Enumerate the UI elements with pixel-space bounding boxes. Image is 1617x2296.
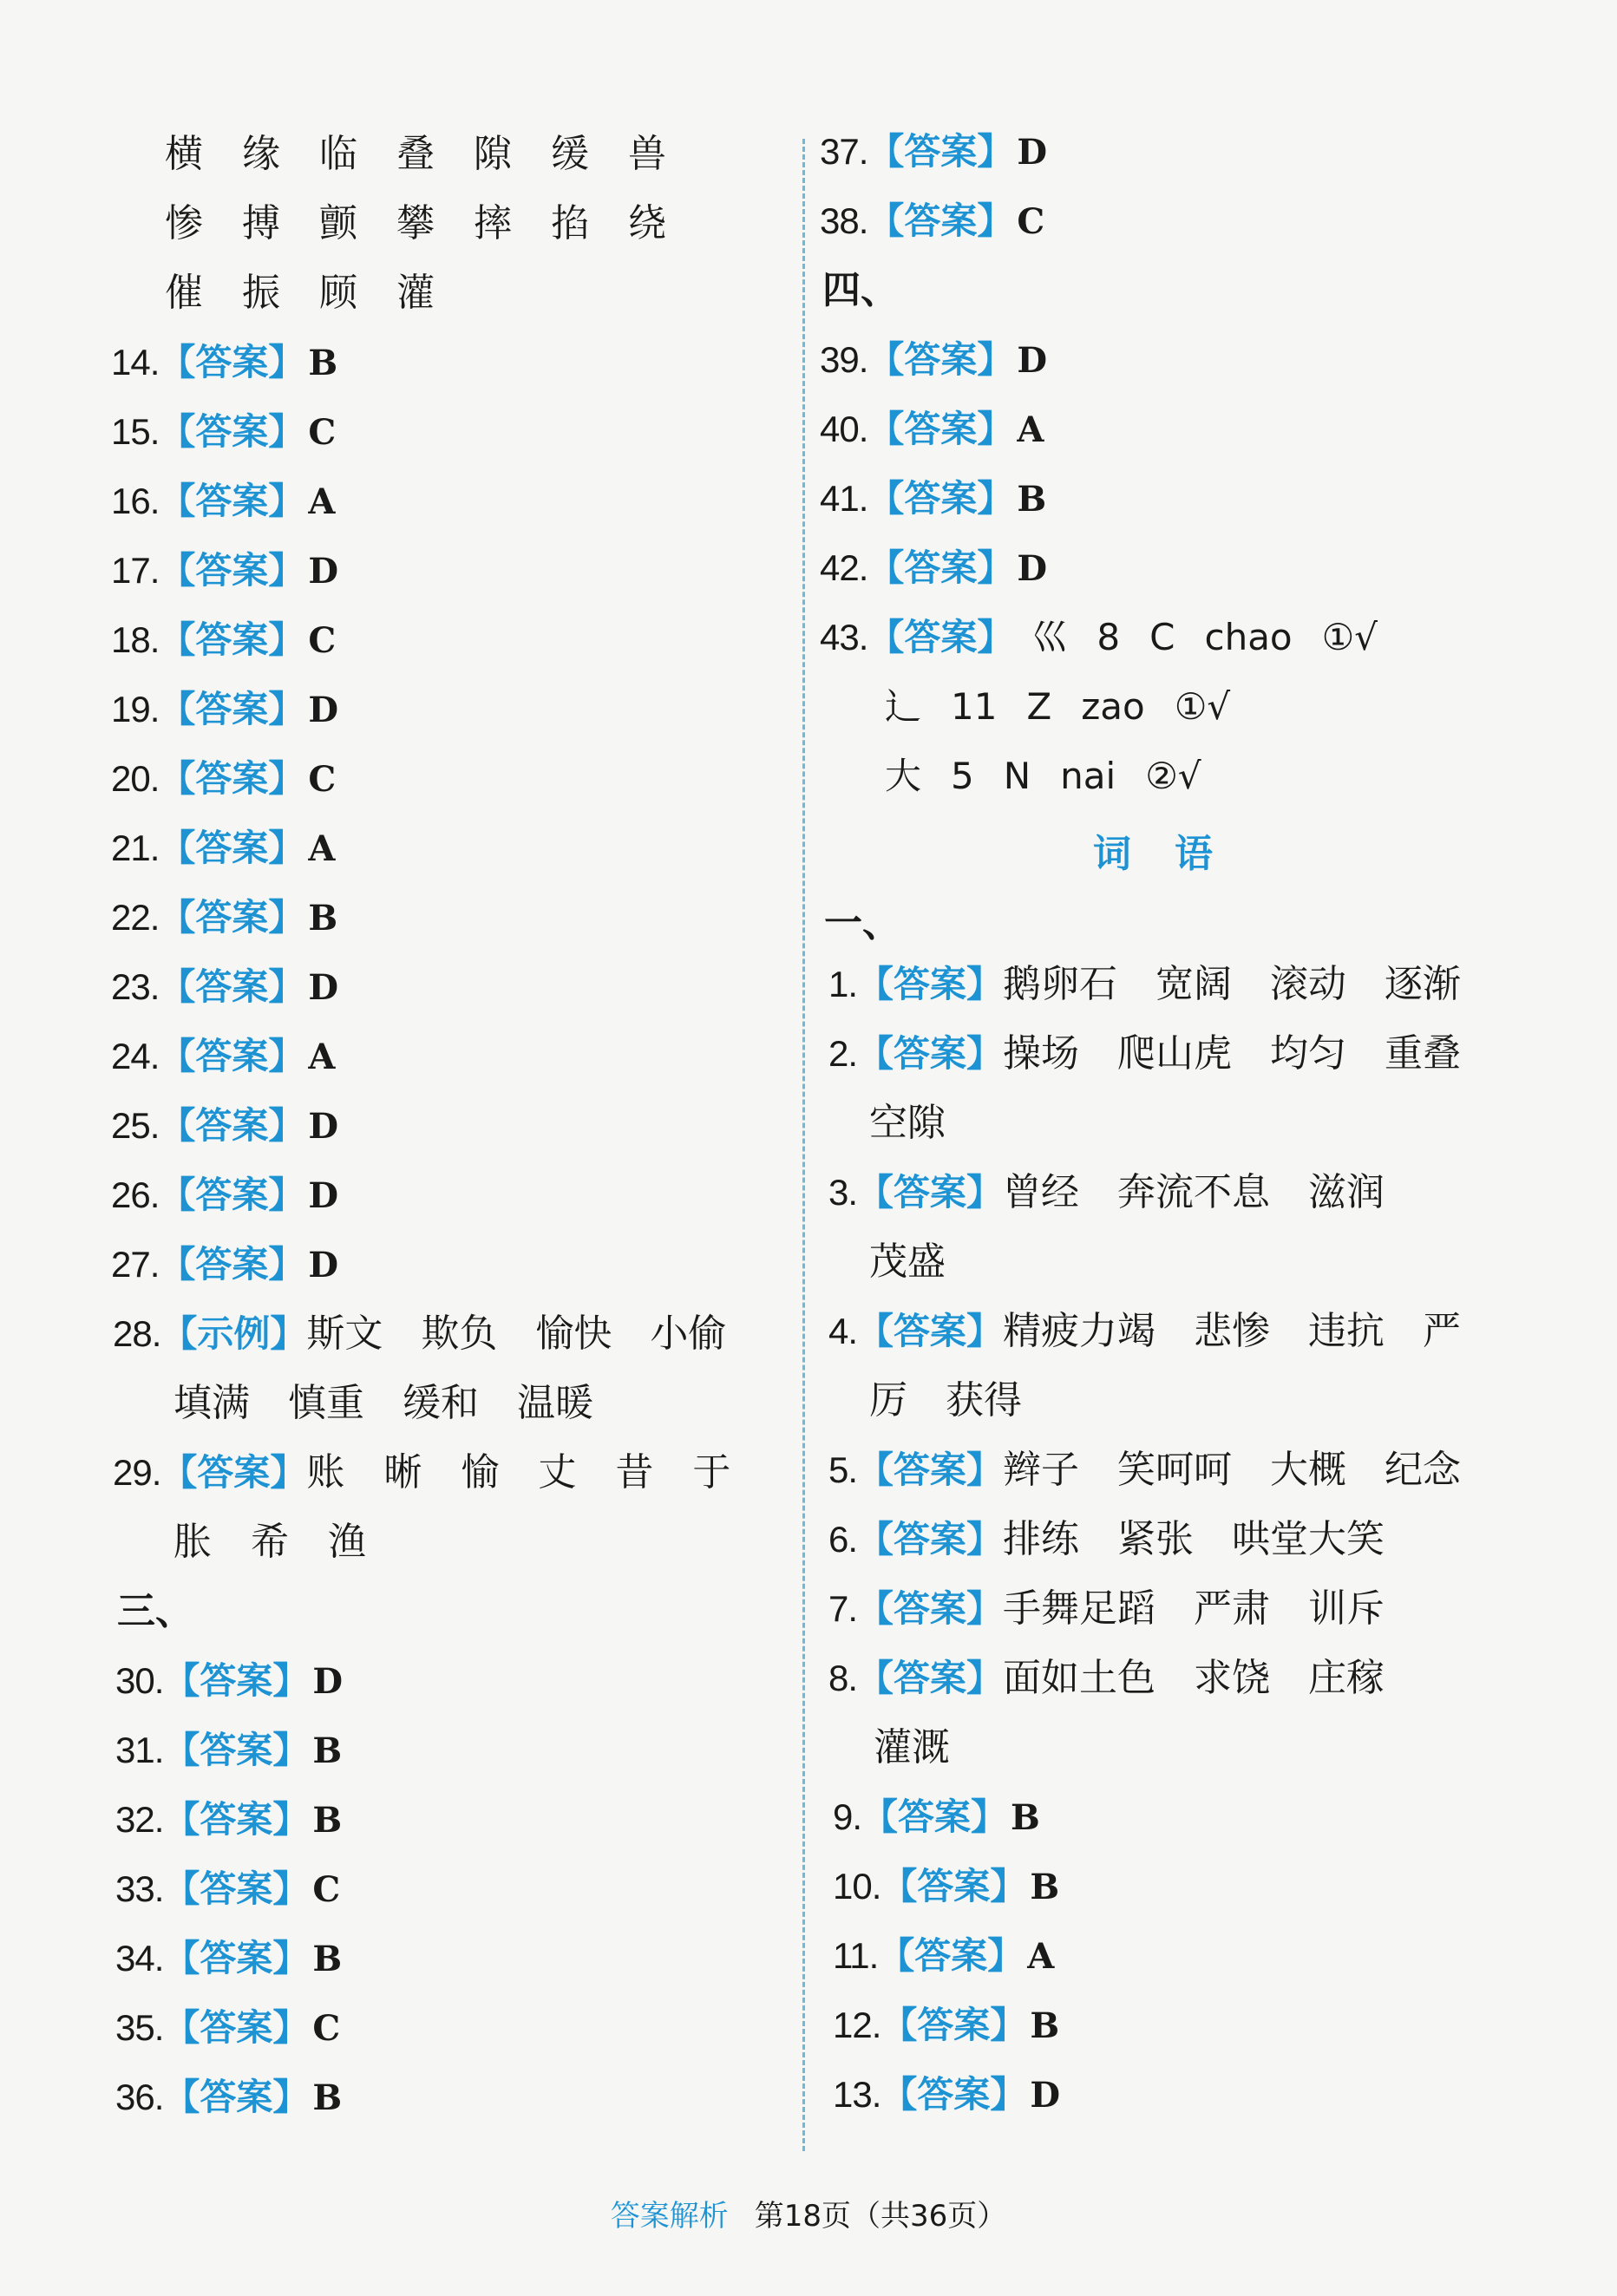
char-row-1 bbox=[165, 120, 705, 189]
answer-value: D bbox=[308, 1106, 339, 1147]
item-number: 31. bbox=[115, 1730, 164, 1770]
item-number: 32. bbox=[115, 1799, 164, 1840]
answer-value: A bbox=[308, 1037, 336, 1077]
answer-tag: 【答案】 bbox=[163, 1937, 310, 1979]
char: 临 bbox=[319, 132, 357, 176]
answer-item bbox=[820, 186, 1044, 256]
answer-value: C bbox=[1017, 201, 1045, 242]
answer-tag: 【答案】 bbox=[881, 1865, 1027, 1907]
item-number: 23. bbox=[111, 966, 160, 1007]
answer-tag: 【答案】 bbox=[163, 1659, 310, 1702]
answer-value: A bbox=[1017, 409, 1044, 450]
item-number: 11. bbox=[833, 1935, 879, 1976]
answer-value: A bbox=[308, 481, 336, 522]
item-number: 22. bbox=[111, 897, 160, 938]
answer-item bbox=[115, 1993, 340, 2063]
word-list: 操场 爬山虎 均匀 重叠 bbox=[1003, 1031, 1462, 1076]
answer-value: D bbox=[1017, 548, 1048, 589]
answer-item bbox=[111, 328, 337, 397]
answer-item bbox=[820, 464, 1046, 533]
item-number: 14. bbox=[111, 342, 160, 383]
char: 横 bbox=[165, 132, 203, 176]
page-footer bbox=[0, 2195, 1617, 2238]
answer-value: B bbox=[312, 2077, 343, 2118]
section-title-ciyu: 词语 bbox=[1093, 832, 1256, 876]
answer-item bbox=[820, 395, 1044, 464]
answer-value: C bbox=[308, 759, 337, 800]
answer-tag: 【答案】 bbox=[160, 1451, 307, 1494]
pinyin: zao bbox=[1081, 685, 1145, 728]
answer-item-28-cont bbox=[173, 1369, 593, 1438]
answer-item bbox=[115, 1716, 342, 1785]
answer-item bbox=[111, 1022, 335, 1091]
item-number: 8. bbox=[828, 1658, 858, 1698]
answer-tag: 【答案】 bbox=[159, 480, 305, 522]
char: 昔 bbox=[615, 1450, 654, 1495]
char: 叠 bbox=[396, 132, 435, 176]
choice: ①√ bbox=[1321, 616, 1378, 658]
answer-tag: 【答案】 bbox=[867, 408, 1014, 450]
choice: ①√ bbox=[1174, 685, 1231, 728]
answer-tag: 【答案】 bbox=[857, 1449, 1004, 1491]
char: 缘 bbox=[242, 132, 280, 176]
vocab-item bbox=[828, 1297, 1461, 1366]
answer-value: C bbox=[312, 2008, 341, 2049]
item-number: 15. bbox=[111, 411, 160, 452]
item-number: 42. bbox=[820, 547, 868, 588]
char: 颤 bbox=[319, 201, 357, 245]
vocab-item bbox=[828, 1574, 1385, 1644]
answer-tag: 【答案】 bbox=[159, 965, 305, 1008]
answer-value: D bbox=[1030, 2075, 1061, 2116]
answer-tag: 【答案】 bbox=[159, 1035, 305, 1077]
item-number: 3. bbox=[828, 1172, 858, 1213]
char: 希 bbox=[251, 1520, 289, 1564]
answer-value: D bbox=[308, 967, 339, 1008]
radical: 辶 bbox=[885, 685, 922, 728]
answer-item bbox=[111, 744, 336, 814]
item-number: 10. bbox=[833, 1866, 881, 1907]
item-number: 30. bbox=[115, 1660, 164, 1701]
word-list: 精疲力竭 悲惨 违抗 严 bbox=[1003, 1309, 1462, 1353]
vocab-item bbox=[828, 1644, 1385, 1713]
answer-item bbox=[833, 1783, 1040, 1852]
answer-tag: 【答案】 bbox=[881, 2073, 1027, 2116]
item-number: 38. bbox=[820, 200, 868, 241]
char: 惨 bbox=[165, 201, 203, 245]
answer-tag: 【答案】 bbox=[159, 757, 305, 800]
item-number: 6. bbox=[828, 1519, 858, 1560]
answer-tag: 【答案】 bbox=[163, 1729, 310, 1771]
item-number: 16. bbox=[111, 481, 160, 521]
initial-letter: C bbox=[1149, 616, 1175, 658]
answer-value: D bbox=[308, 1175, 339, 1216]
item-number: 13. bbox=[833, 2074, 881, 2115]
vocab-item bbox=[828, 1019, 1461, 1089]
word-list: 斯文 欺负 愉快 小偷 bbox=[306, 1312, 727, 1356]
char: 搏 bbox=[242, 201, 280, 245]
answer-value: D bbox=[308, 551, 339, 592]
answer-item-28 bbox=[113, 1299, 726, 1369]
initial-letter: Z bbox=[1026, 685, 1052, 728]
vocab-item-cont bbox=[869, 1227, 946, 1297]
vocab-item-cont bbox=[869, 1366, 1022, 1436]
answer-item bbox=[115, 1854, 340, 1924]
word-list: 面如土色 求饶 庄稼 bbox=[1003, 1656, 1385, 1700]
item-number: 27. bbox=[111, 1244, 160, 1285]
answer-tag: 【答案】 bbox=[159, 688, 305, 730]
answer-tag: 【答案】 bbox=[867, 546, 1014, 589]
item-number: 20. bbox=[111, 758, 160, 799]
answer-tag: 【答案】 bbox=[878, 1934, 1025, 1977]
answer-item bbox=[820, 533, 1047, 603]
radical: 大 bbox=[885, 755, 922, 797]
item-number: 26. bbox=[111, 1174, 160, 1215]
char: 账 bbox=[306, 1450, 345, 1495]
answer-item bbox=[833, 1991, 1059, 2060]
answer-tag: 【答案】 bbox=[163, 1798, 310, 1841]
answer-item bbox=[111, 1091, 338, 1161]
answer-value: A bbox=[1027, 1936, 1055, 1977]
answer-item bbox=[833, 1921, 1054, 1991]
item-number: 34. bbox=[115, 1938, 164, 1979]
item-number: 4. bbox=[828, 1311, 858, 1351]
answer-tag: 【答案】 bbox=[857, 1518, 1004, 1560]
item-number: 1. bbox=[828, 964, 858, 1004]
item-number: 35. bbox=[115, 2007, 164, 2048]
answer-item bbox=[111, 467, 335, 536]
answer-tag: 【答案】 bbox=[159, 549, 305, 592]
answer-value: B bbox=[1030, 2005, 1060, 2046]
answer-value: D bbox=[1017, 132, 1048, 173]
char: 绕 bbox=[628, 201, 666, 245]
example-tag: 【示例】 bbox=[160, 1312, 307, 1355]
answer-item-43 bbox=[820, 603, 1407, 672]
char: 掐 bbox=[551, 201, 589, 245]
answer-tag: 【答案】 bbox=[159, 896, 305, 939]
word-list: 排练 紧张 哄堂大笑 bbox=[1003, 1517, 1385, 1561]
footer-label: 答案解析 bbox=[610, 2199, 729, 2234]
answer-tag: 【答案】 bbox=[867, 130, 1014, 173]
page-number: 第18页（共36页） bbox=[754, 2199, 1007, 2234]
answer-value: D bbox=[308, 690, 339, 730]
vocab-item bbox=[828, 1505, 1385, 1574]
answer-value: B bbox=[312, 1800, 343, 1841]
answer-item bbox=[115, 1924, 342, 1993]
section-heading-3: 三、 bbox=[117, 1589, 193, 1633]
answer-item bbox=[115, 2063, 342, 2132]
stroke-count: 8 bbox=[1097, 616, 1121, 658]
answer-value: B bbox=[1017, 479, 1047, 520]
answer-value: B bbox=[308, 343, 338, 383]
item-number: 43. bbox=[820, 617, 868, 657]
section-heading-1: 一、 bbox=[824, 901, 900, 945]
vocab-item-cont bbox=[869, 1089, 946, 1158]
item-number: 36. bbox=[115, 2077, 164, 2117]
answer-tag: 【答案】 bbox=[867, 616, 1014, 658]
answer-tag: 【答案】 bbox=[857, 963, 1004, 1005]
stroke-count: 11 bbox=[951, 685, 998, 728]
word-list: 空隙 bbox=[869, 1101, 946, 1145]
answer-value: B bbox=[312, 1730, 343, 1771]
char: 灌 bbox=[396, 271, 435, 315]
answer-tag: 【答案】 bbox=[857, 1310, 1004, 1352]
answer-item-43-row3 bbox=[885, 742, 1231, 811]
answer-item bbox=[111, 952, 338, 1022]
item-number: 29. bbox=[113, 1452, 161, 1493]
word-list: 鹅卵石 宽阔 滚动 逐渐 bbox=[1003, 962, 1462, 1006]
answer-item bbox=[111, 814, 335, 883]
answer-tag: 【答案】 bbox=[867, 477, 1014, 520]
char: 晰 bbox=[383, 1450, 422, 1495]
word-list: 灌溉 bbox=[874, 1725, 950, 1769]
char: 缓 bbox=[551, 132, 589, 176]
answer-item bbox=[111, 1161, 338, 1230]
initial-letter: N bbox=[1003, 755, 1031, 797]
item-number: 2. bbox=[828, 1033, 858, 1074]
answer-tag: 【答案】 bbox=[857, 1032, 1004, 1075]
answer-item bbox=[111, 397, 336, 467]
stroke-count: 5 bbox=[951, 755, 974, 797]
char: 攀 bbox=[396, 201, 435, 245]
answer-tag: 【答案】 bbox=[857, 1171, 1004, 1213]
answer-value: C bbox=[308, 620, 337, 661]
char: 顾 bbox=[319, 271, 357, 315]
answer-tag: 【答案】 bbox=[163, 2076, 310, 2118]
answer-value: D bbox=[1017, 340, 1048, 381]
item-number: 17. bbox=[111, 550, 160, 591]
column-divider bbox=[802, 139, 805, 2151]
vocab-item-cont bbox=[874, 1713, 950, 1783]
answer-item bbox=[115, 1646, 343, 1716]
pinyin: nai bbox=[1060, 755, 1116, 797]
answer-tag: 【答案】 bbox=[857, 1587, 1004, 1630]
char: 隙 bbox=[474, 132, 512, 176]
word-list: 厉 获得 bbox=[869, 1378, 1022, 1423]
answer-tag: 【答案】 bbox=[881, 2004, 1027, 2046]
answer-value: B bbox=[308, 898, 338, 939]
answer-tag: 【答案】 bbox=[857, 1657, 1004, 1699]
answer-tag: 【答案】 bbox=[159, 618, 305, 661]
item-number: 5. bbox=[828, 1449, 858, 1490]
word-list: 手舞足蹈 严肃 训斥 bbox=[1003, 1586, 1385, 1631]
answer-value: C bbox=[312, 1869, 341, 1910]
word-list: 曾经 奔流不息 滋润 bbox=[1003, 1170, 1385, 1214]
answer-item bbox=[111, 675, 338, 744]
char: 渔 bbox=[328, 1520, 366, 1564]
answer-item-29-cont bbox=[173, 1508, 405, 1577]
item-number: 40. bbox=[820, 409, 868, 449]
answer-value: D bbox=[312, 1661, 344, 1702]
item-number: 19. bbox=[111, 689, 160, 729]
answer-item bbox=[820, 325, 1047, 395]
char: 丈 bbox=[538, 1450, 577, 1495]
vocab-item bbox=[828, 1436, 1461, 1505]
item-number: 39. bbox=[820, 339, 868, 380]
answer-item-43-row2 bbox=[885, 672, 1260, 742]
answer-item bbox=[111, 883, 337, 952]
answer-value: B bbox=[312, 1939, 343, 1979]
pinyin: chao bbox=[1204, 616, 1293, 658]
answer-tag: 【答案】 bbox=[163, 2006, 310, 2049]
answer-tag: 【答案】 bbox=[867, 338, 1014, 381]
answer-tag: 【答案】 bbox=[159, 827, 305, 869]
answer-tag: 【答案】 bbox=[159, 1243, 305, 1285]
item-number: 37. bbox=[820, 131, 868, 172]
item-number: 24. bbox=[111, 1036, 160, 1076]
answer-tag: 【答案】 bbox=[159, 1174, 305, 1216]
char: 催 bbox=[165, 271, 203, 315]
answer-item-29 bbox=[113, 1438, 769, 1508]
char: 胀 bbox=[173, 1520, 212, 1564]
answer-value: C bbox=[308, 412, 337, 453]
char: 振 bbox=[242, 271, 280, 315]
item-number: 25. bbox=[111, 1105, 160, 1146]
item-number: 28. bbox=[113, 1313, 161, 1354]
item-number: 21. bbox=[111, 827, 160, 868]
answer-value: A bbox=[308, 828, 336, 869]
answer-item bbox=[111, 1230, 338, 1299]
item-number: 41. bbox=[820, 478, 868, 519]
vocab-item bbox=[828, 950, 1461, 1019]
item-number: 12. bbox=[833, 2005, 881, 2045]
char: 愉 bbox=[461, 1450, 500, 1495]
char-row-3 bbox=[165, 258, 474, 328]
item-number: 18. bbox=[111, 619, 160, 660]
answer-item bbox=[833, 1852, 1059, 1921]
answer-item bbox=[820, 117, 1047, 186]
answer-tag: 【答案】 bbox=[163, 1868, 310, 1910]
choice: ②√ bbox=[1145, 755, 1201, 797]
char: 兽 bbox=[628, 132, 666, 176]
section-heading-4: 四、 bbox=[822, 268, 899, 312]
answer-item bbox=[111, 605, 336, 675]
word-list: 茂盛 bbox=[869, 1240, 946, 1284]
answer-tag: 【答案】 bbox=[159, 410, 305, 453]
char: 摔 bbox=[474, 201, 512, 245]
item-number: 7. bbox=[828, 1588, 858, 1629]
answer-item bbox=[115, 1785, 342, 1854]
radical: 巛 bbox=[1031, 616, 1068, 658]
vocab-item bbox=[828, 1158, 1385, 1227]
word-list: 辫子 笑呵呵 大概 纪念 bbox=[1003, 1448, 1462, 1492]
answer-value: D bbox=[308, 1245, 339, 1285]
answer-item bbox=[833, 2060, 1060, 2129]
char-row-2 bbox=[165, 189, 705, 258]
char: 于 bbox=[692, 1450, 731, 1495]
answer-tag: 【答案】 bbox=[861, 1796, 1008, 1838]
item-number: 33. bbox=[115, 1868, 164, 1909]
word-list: 填满 慎重 缓和 温暖 bbox=[173, 1381, 593, 1425]
answer-tag: 【答案】 bbox=[159, 341, 305, 383]
answer-tag: 【答案】 bbox=[867, 200, 1014, 242]
item-number: 9. bbox=[833, 1796, 862, 1837]
answer-value: B bbox=[1030, 1867, 1060, 1907]
answer-tag: 【答案】 bbox=[159, 1104, 305, 1147]
answer-item bbox=[111, 536, 338, 605]
answer-value: B bbox=[1011, 1797, 1040, 1838]
